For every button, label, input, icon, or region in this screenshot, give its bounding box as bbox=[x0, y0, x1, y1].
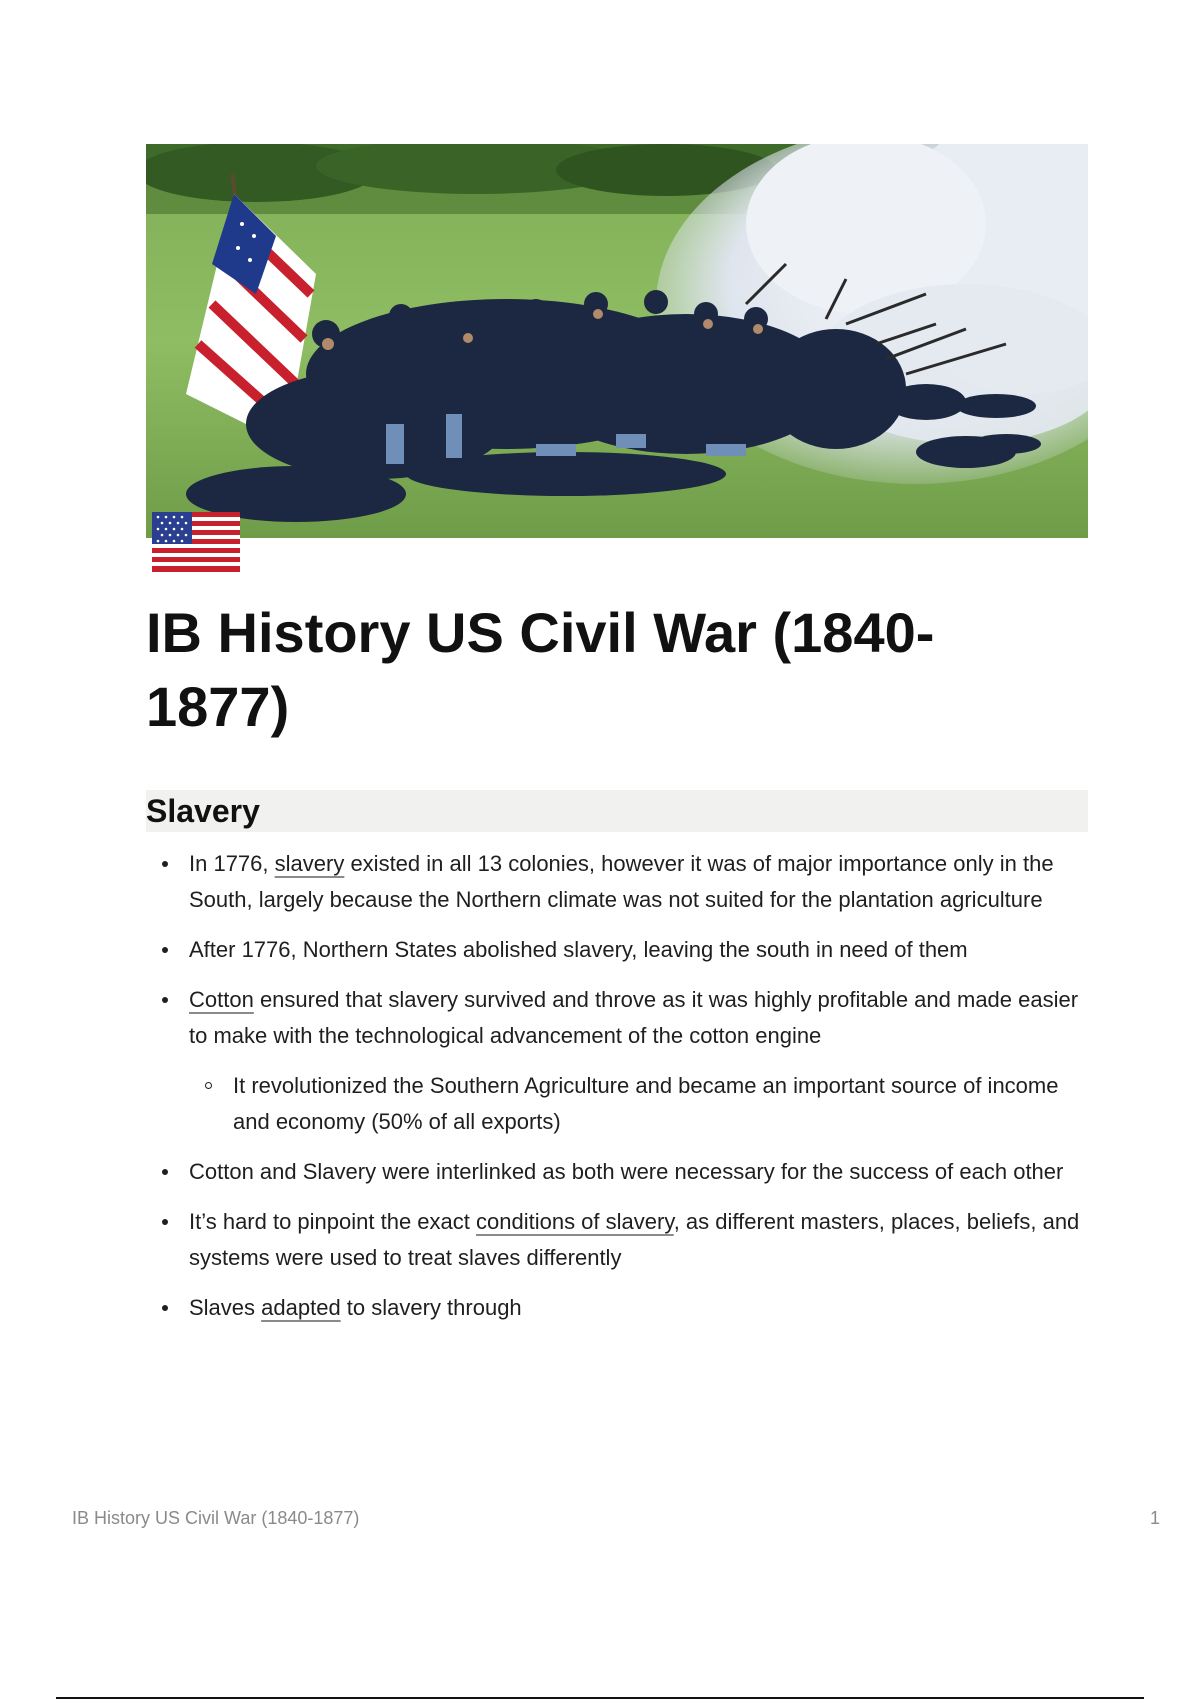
inline-link[interactable]: conditions of slavery bbox=[476, 1209, 674, 1234]
list-item-text: , as different masters, places, beliefs, and systems were used to treat slaves differently bbox=[189, 1209, 1080, 1270]
page-divider bbox=[56, 1697, 1144, 1699]
section-heading: Slavery bbox=[146, 790, 1088, 832]
list-item bbox=[146, 1154, 1088, 1190]
list-item-text: In 1776, bbox=[189, 851, 275, 876]
list-item-text: to slavery through bbox=[340, 1295, 522, 1320]
inline-link[interactable]: Cotton bbox=[189, 987, 254, 1012]
civil-war-battle-photo bbox=[146, 144, 1088, 538]
sub-list-item bbox=[146, 1068, 1088, 1140]
list-item bbox=[146, 1204, 1088, 1276]
list-item bbox=[146, 932, 1088, 968]
list-item bbox=[146, 982, 1088, 1054]
list-item-text: After 1776, Northern States abolished slavery, leaving the south in need of them bbox=[189, 937, 968, 962]
footer-title: IB History US Civil War (1840-1877) bbox=[72, 1508, 360, 1528]
list-item-text: It’s hard to pinpoint the exact bbox=[189, 1209, 476, 1234]
list-item bbox=[146, 1290, 1088, 1326]
footer-page-number: 1 bbox=[1149, 1508, 1160, 1528]
inline-link[interactable]: adapted bbox=[261, 1295, 341, 1320]
list-item-text: It revolutionized the Southern Agriculture and became an important source of income and economy (50% of all exports) bbox=[233, 1073, 1059, 1134]
bullet-list bbox=[146, 846, 1088, 1340]
page-title: IB History US Civil War (1840-1877) bbox=[146, 601, 935, 738]
inline-link[interactable]: slavery bbox=[274, 851, 345, 876]
cover-image bbox=[146, 144, 1088, 538]
list-item-text: Cotton and Slavery were interlinked as both were necessary for the success of each other bbox=[189, 1159, 1064, 1184]
list-item bbox=[146, 846, 1088, 918]
list-item-text: ensured that slavery survived and throve as it was highly profitable and made easier to make with the technological advancement of the cotton engine bbox=[189, 987, 1079, 1048]
us-flag-icon bbox=[152, 512, 240, 572]
list-item-text: existed in all 13 colonies, however it was of major importance only in the South, largely because the Northern climate was not suited for the plantation agriculture bbox=[189, 851, 1054, 912]
list-item-text: Slaves bbox=[189, 1295, 262, 1320]
